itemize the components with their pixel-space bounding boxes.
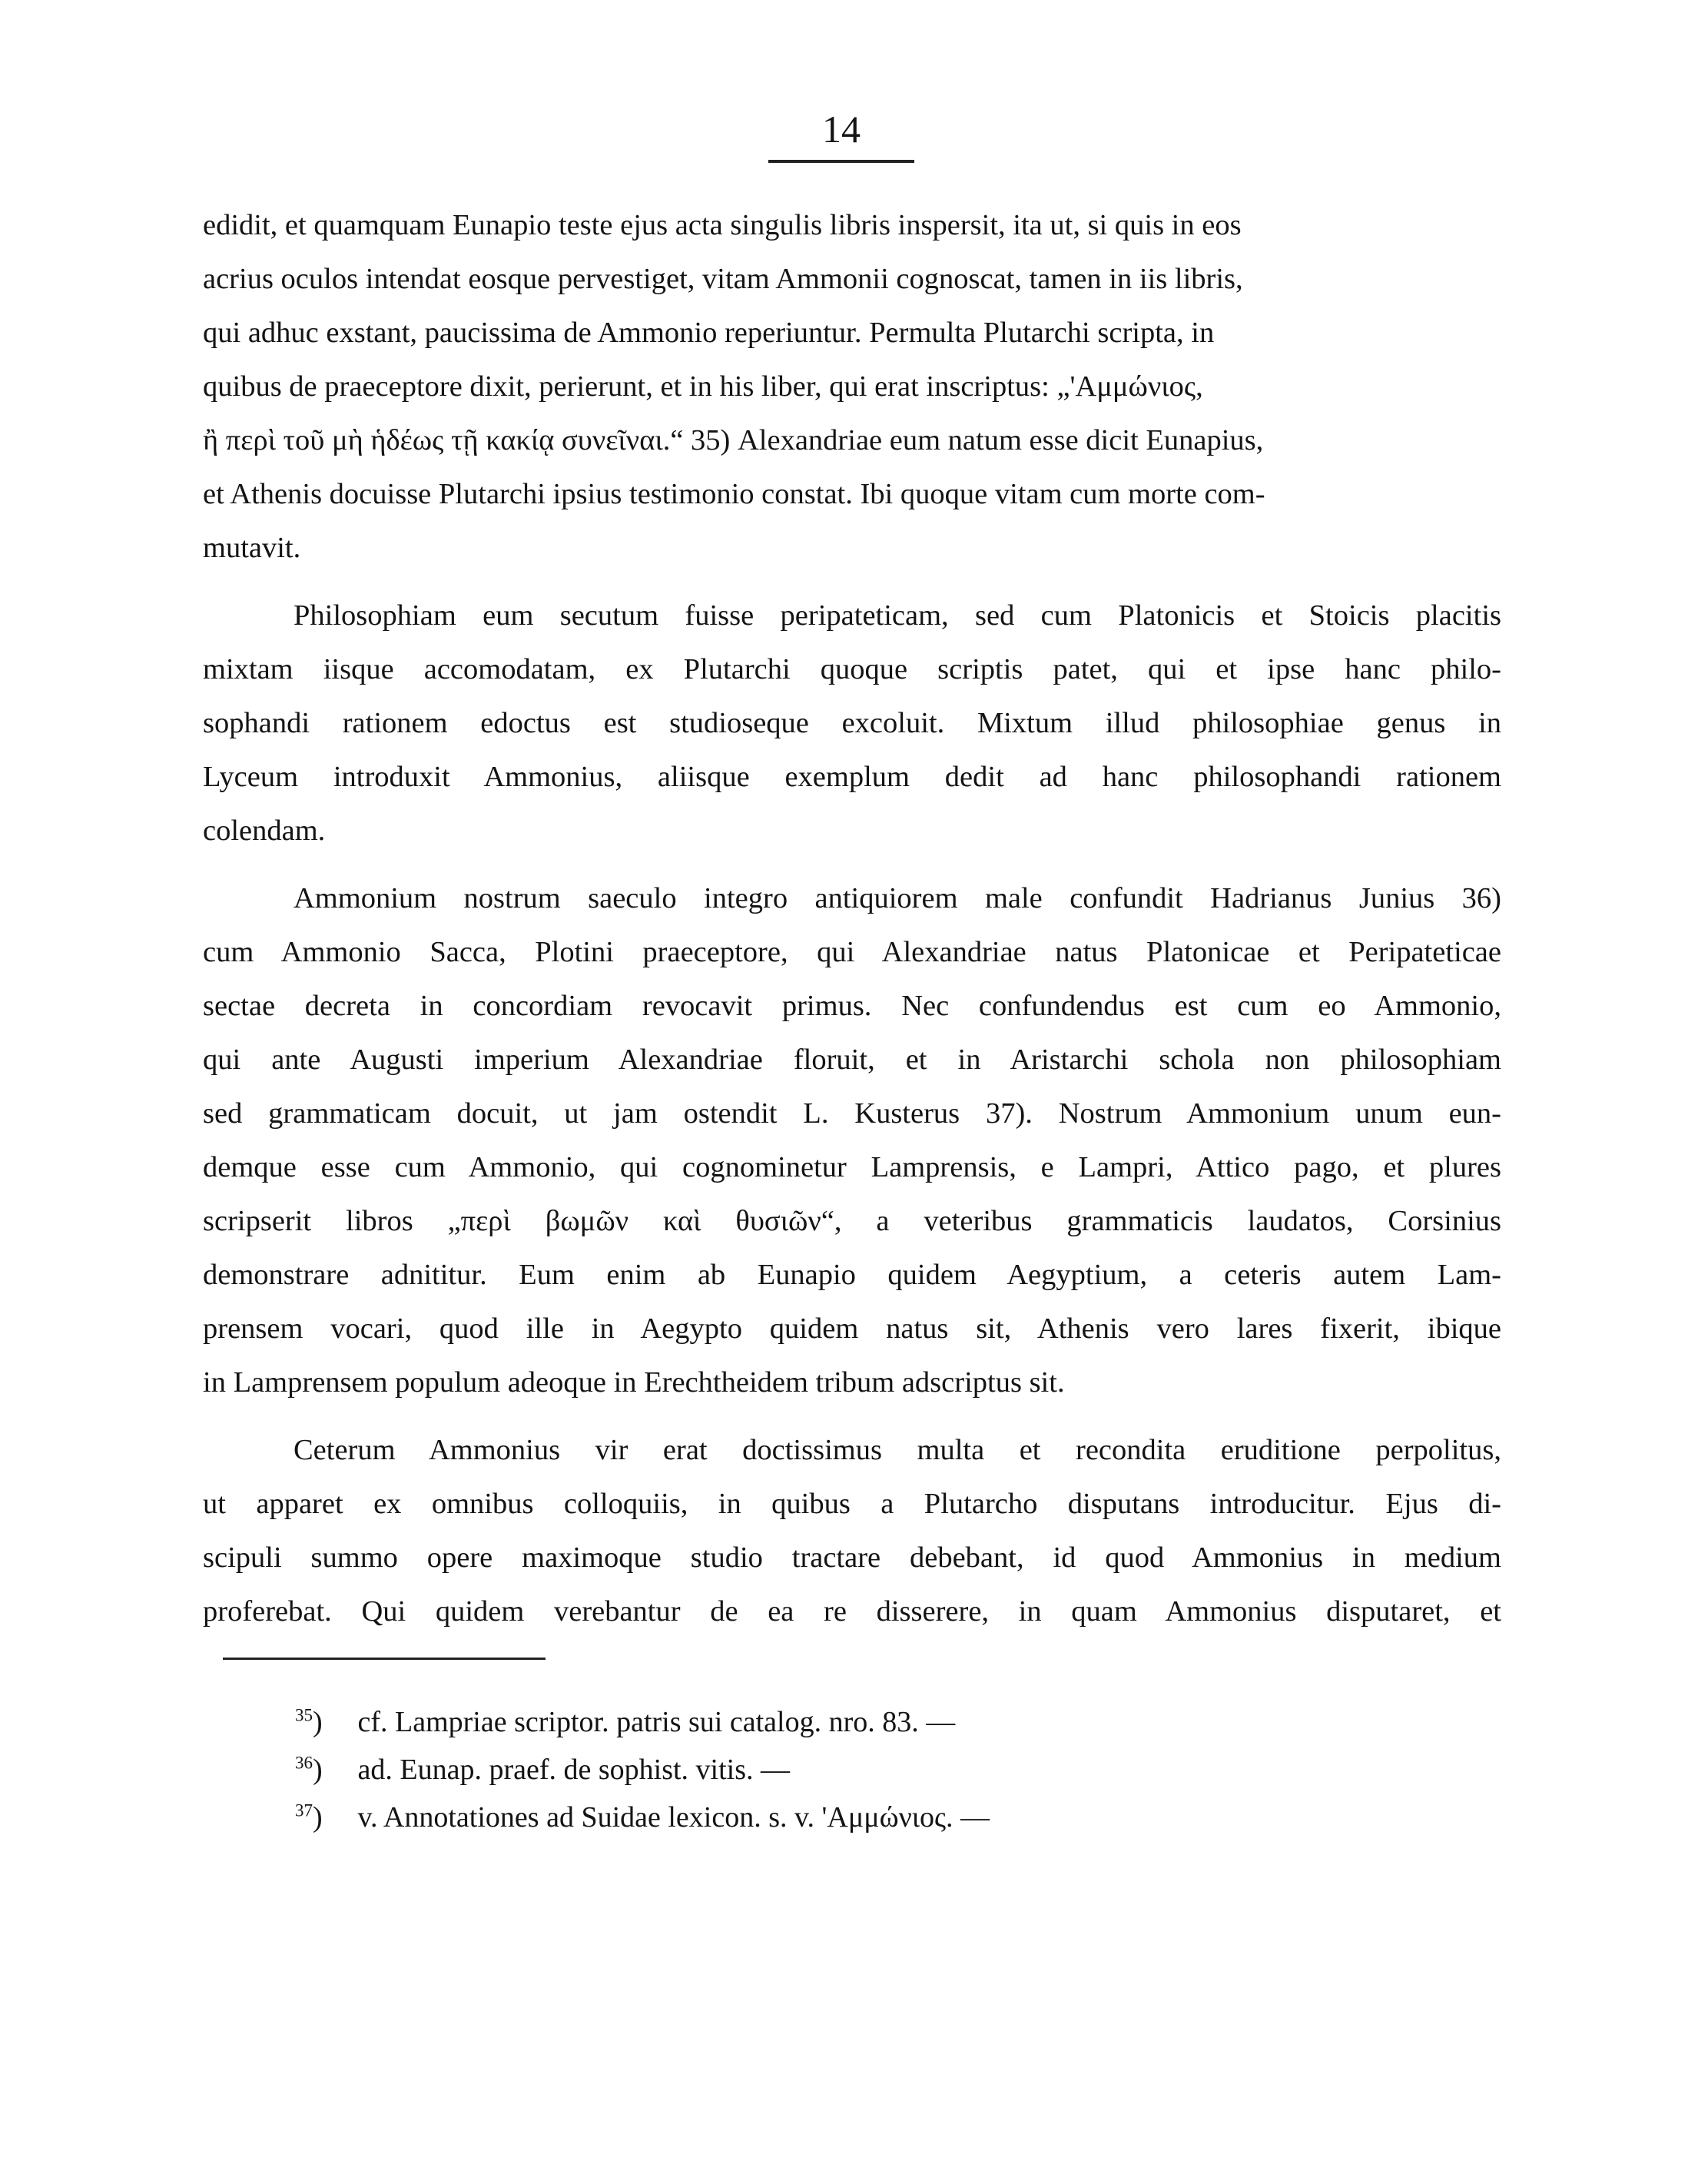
- text-line: qui adhuc exstant, paucissima de Ammonio reperiuntur. Permulta Plutarchi scripta, in: [203, 317, 1215, 349]
- footnote-text: v. Annotationes ad Suidae lexicon. s. v. 'Αμμώνιος. —: [357, 1801, 990, 1833]
- page-number-rule: [768, 160, 914, 163]
- paragraph: [203, 198, 1501, 575]
- text-line: Lyceum introduxit Ammonius, aliisque exemplum dedit ad hanc philosophandi rationem: [203, 761, 1501, 793]
- text-line: cum Ammonio Sacca, Plotini praeceptore, qui Alexandriae natus Platonicae et Peripateticae: [203, 936, 1501, 968]
- text-line: proferebat. Qui quidem verebantur de ea re disserere, in quam Ammonius disputaret, et: [203, 1595, 1501, 1628]
- text-line: et Athenis docuisse Plutarchi ipsius testimonio constat. Ibi quoque vitam cum morte com-: [203, 478, 1265, 510]
- text-line: mixtam iisque accomodatam, ex Plutarchi quoque scriptis patet, qui et ipse hanc philo-: [203, 653, 1501, 685]
- text-line: scripserit libros „περὶ βωμῶν καὶ θυσιῶν“, a veteribus grammaticis laudatos, Corsinius: [203, 1205, 1501, 1237]
- footnote-text: cf. Lampriae scriptor. patris sui catalog. nro. 83. —: [357, 1706, 956, 1738]
- footnote-37: [295, 1794, 1448, 1841]
- paragraph: [203, 589, 1501, 858]
- text-line: mutavit.: [203, 532, 301, 564]
- text-line: scipuli summo opere maximoque studio tractare debebant, id quod Ammonius in medium: [203, 1541, 1501, 1574]
- text-line: colendam.: [203, 815, 326, 847]
- text-line: qui ante Augusti imperium Alexandriae floruit, et in Aristarchi schola non philosophiam: [203, 1044, 1501, 1076]
- footnote-36: [295, 1746, 1448, 1794]
- paragraph-gap: [203, 858, 1501, 871]
- text-line: Ammonium nostrum saeculo integro antiquiorem male confundit Hadrianus Junius 36): [294, 882, 1501, 914]
- page-number: 14: [822, 108, 861, 151]
- paragraph-gap: [203, 575, 1501, 589]
- text-line: ἢ περὶ τοῦ μὴ ἡδέως τῇ κακίᾳ συνεῖναι.“ 35) Alexandriae eum natum esse dicit Eunapius,: [203, 424, 1264, 456]
- footnote-separator: [223, 1658, 546, 1660]
- paragraph: [203, 1423, 1501, 1638]
- footnote-marker: $^{36}$): [295, 1753, 323, 1786]
- text-line: in Lamprensem populum adeoque in Erechtheidem tribum adscriptus sit.: [203, 1366, 1065, 1399]
- text-line: prensem vocari, quod ille in Aegypto quidem natus sit, Athenis vero lares fixerit, ibique: [203, 1312, 1501, 1345]
- text-line: Ceterum Ammonius vir erat doctissimus multa et recondita eruditione perpolitus,: [294, 1434, 1501, 1466]
- text-line: ut apparet ex omnibus colloquiis, in quibus a Plutarcho disputans introducitur. Ejus di-: [203, 1488, 1501, 1520]
- text-line: edidit, et quamquam Eunapio teste ejus acta singulis libris inspersit, ita ut, si quis in eos: [203, 209, 1242, 241]
- paragraph: [203, 871, 1501, 1409]
- paragraph-gap: [203, 1409, 1501, 1423]
- footnote-35: [295, 1698, 1448, 1746]
- footnotes: [295, 1698, 1448, 1841]
- text-line: sophandi rationem edoctus est studioseque excoluit. Mixtum illud philosophiae genus in: [203, 707, 1501, 739]
- text-line: sed grammaticam docuit, ut jam ostendit L. Kusterus 37). Nostrum Ammonium unum eun-: [203, 1097, 1501, 1130]
- text-line: demonstrare adnititur. Eum enim ab Eunapio quidem Aegyptium, a ceteris autem Lam-: [203, 1259, 1501, 1291]
- text-line: quibus de praeceptore dixit, perierunt, et in his liber, qui erat inscriptus: „'Αμμώνιος,: [203, 370, 1203, 403]
- text-line: sectae decreta in concordiam revocavit primus. Nec confundendus est cum eo Ammonio,: [203, 990, 1501, 1022]
- text-line: Philosophiam eum secutum fuisse peripateticam, sed cum Platonicis et Stoicis placitis: [294, 599, 1501, 632]
- footnote-marker: $^{35}$): [295, 1705, 323, 1738]
- footnote-text: ad. Eunap. praef. de sophist. vitis. —: [357, 1754, 791, 1786]
- text-line: acrius oculos intendat eosque pervestiget, vitam Ammonii cognoscat, tamen in iis libris,: [203, 263, 1243, 295]
- body-text: [203, 198, 1501, 1638]
- footnote-marker: $^{37}$): [295, 1800, 323, 1833]
- text-line: demque esse cum Ammonio, qui cognominetur Lamprensis, e Lampri, Attico pago, et plures: [203, 1151, 1501, 1183]
